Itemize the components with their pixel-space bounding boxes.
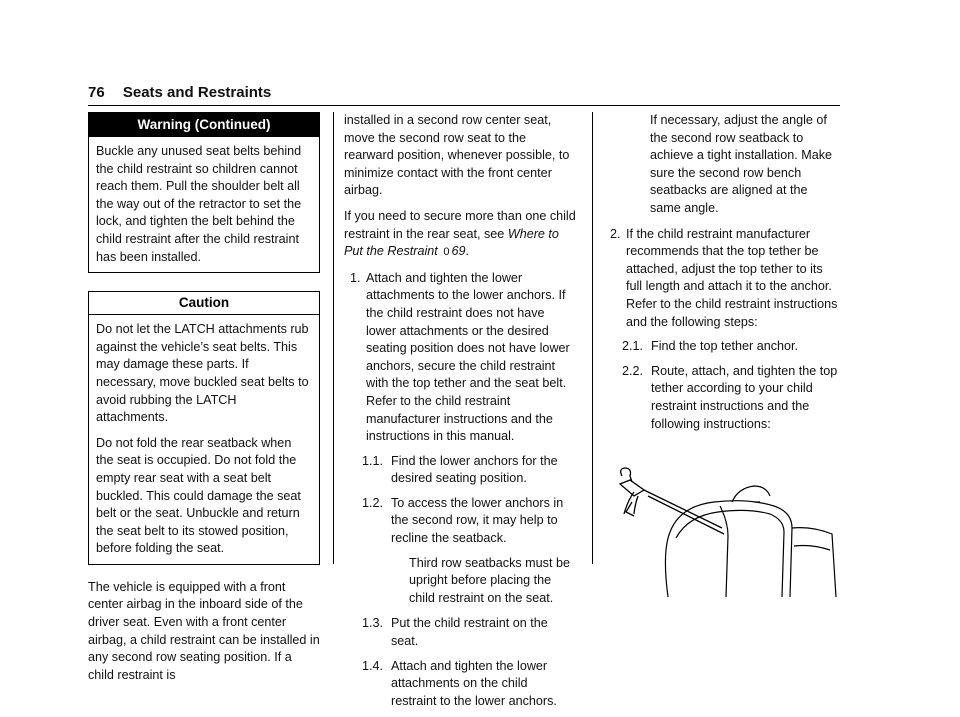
step-1-3-text: Put the child restraint on the seat.: [391, 616, 548, 649]
step-1-4-text: Attach and tighten the lower attachments on the child restraint to the lower anchors.: [391, 658, 557, 708]
step-1-4: [344, 658, 576, 711]
step-1-2-label: 1.2.: [362, 495, 384, 510]
step-2: [604, 226, 840, 332]
step-2-label: 2.: [610, 226, 621, 241]
step-1-3-label: 1.3.: [362, 616, 384, 631]
secure-paragraph: [344, 208, 576, 262]
step-1-text: Attach and tighten the lower attachments to the lower anchors. If the child restraint does not have lower attachments or the desired seating position does not have lower anchors, secure the child restraint with the top tether and the seat belt. Refer to the child restraint manufacturer instructions and the instructions in this manual.: [366, 270, 570, 444]
caution-box: [88, 291, 320, 565]
secure-end: .: [465, 244, 469, 259]
step-1-1: [344, 453, 576, 488]
warning-text: Buckle any unused seat belts behind the child restraint so children cannot reach them. Pull the shoulder belt all the way out of the retractor to set the lock, and tighten the belt behind the child restraint after the child restraint has been installed.: [96, 144, 302, 264]
step-1-1-text: Find the lower anchors for the desired seating position.: [391, 453, 558, 486]
step-2-2: [604, 363, 840, 433]
warning-title: Warning (Continued): [89, 113, 319, 137]
caution-paragraph-1: Do not let the LATCH attachments rub against the vehicle’s seat belts. This may damage these parts. If necessary, move buckled seat belts to avoid rubbing the LATCH attachments.: [96, 322, 309, 425]
step-1-2-note: Third row seatbacks must be upright before placing the child restraint on the seat.: [409, 555, 570, 605]
step-1-4-label: 1.4.: [362, 658, 384, 673]
step-2-text: If the child restraint manufacturer recommends that the top tether be attached, adjust the top tether to its full length and attach it to the anchor. Refer to the child restraint instructions and the following steps:: [626, 226, 838, 329]
step-1-2-text: To access the lower anchors in the second row, it may help to recline the seatback.: [391, 495, 564, 546]
step-2-1: [604, 338, 840, 356]
secure-intro: If you need to secure more than one child restraint in the rear seat, see: [344, 208, 576, 241]
continuation-paragraph: installed in a second row center seat, move the second row seat to the rearward position, whenever possible, to minimize contact with the front center airbag.: [344, 113, 570, 198]
header-rule: [88, 105, 840, 106]
step-2-2-label: 2.2.: [622, 363, 644, 378]
caution-paragraph-2: Do not fold the rear seatback when the seat is occupied. Do not fold the empty rear seat with a seat belt buckled. This could damage the seat belt or the seat. Unbuckle and return the seat belt to its stowed position, before folding the seat.: [96, 435, 301, 556]
seatback-angle-paragraph: If necessary, adjust the angle of the second row seatback to achieve a tight installation. Make sure the second row bench seatbacks are aligned at the same angle.: [650, 113, 833, 215]
column-divider-2: [592, 112, 593, 564]
step-1-2: [344, 495, 576, 548]
page-number: 76: [88, 84, 105, 101]
step-1-1-label: 1.1.: [362, 453, 384, 468]
section-title: Seats and Restraints: [122, 84, 272, 101]
airbag-paragraph: The vehicle is equipped with a front center airbag in the inboard side of the driver seat. Even with a front center airbag, a child restraint can be installed in any second row seating position. If a child restraint is: [88, 579, 320, 682]
step-2-1-text: Find the top tether anchor.: [651, 339, 799, 354]
page-header: [88, 82, 840, 104]
top-tether-illustration: [604, 462, 840, 597]
where-to-put-link[interactable]: Where to Put the Restraint: [344, 226, 559, 259]
step-1-3: [344, 615, 576, 650]
page-reference-icon: 0: [443, 246, 450, 259]
column-1: [88, 112, 320, 692]
step-1-label: 1.: [350, 270, 361, 285]
step-2-2-text: Route, attach, and tighten the top tether according to your child restraint instructions and the following instructions:: [651, 363, 838, 431]
warning-box: [88, 112, 320, 273]
step-1: [344, 270, 576, 446]
column-2: [344, 112, 576, 717]
column-3: [604, 112, 840, 603]
step-2-1-label: 2.1.: [622, 339, 644, 354]
column-divider-1: [333, 112, 334, 564]
where-to-put-page[interactable]: 69: [451, 244, 466, 259]
caution-title: Caution: [89, 292, 319, 315]
